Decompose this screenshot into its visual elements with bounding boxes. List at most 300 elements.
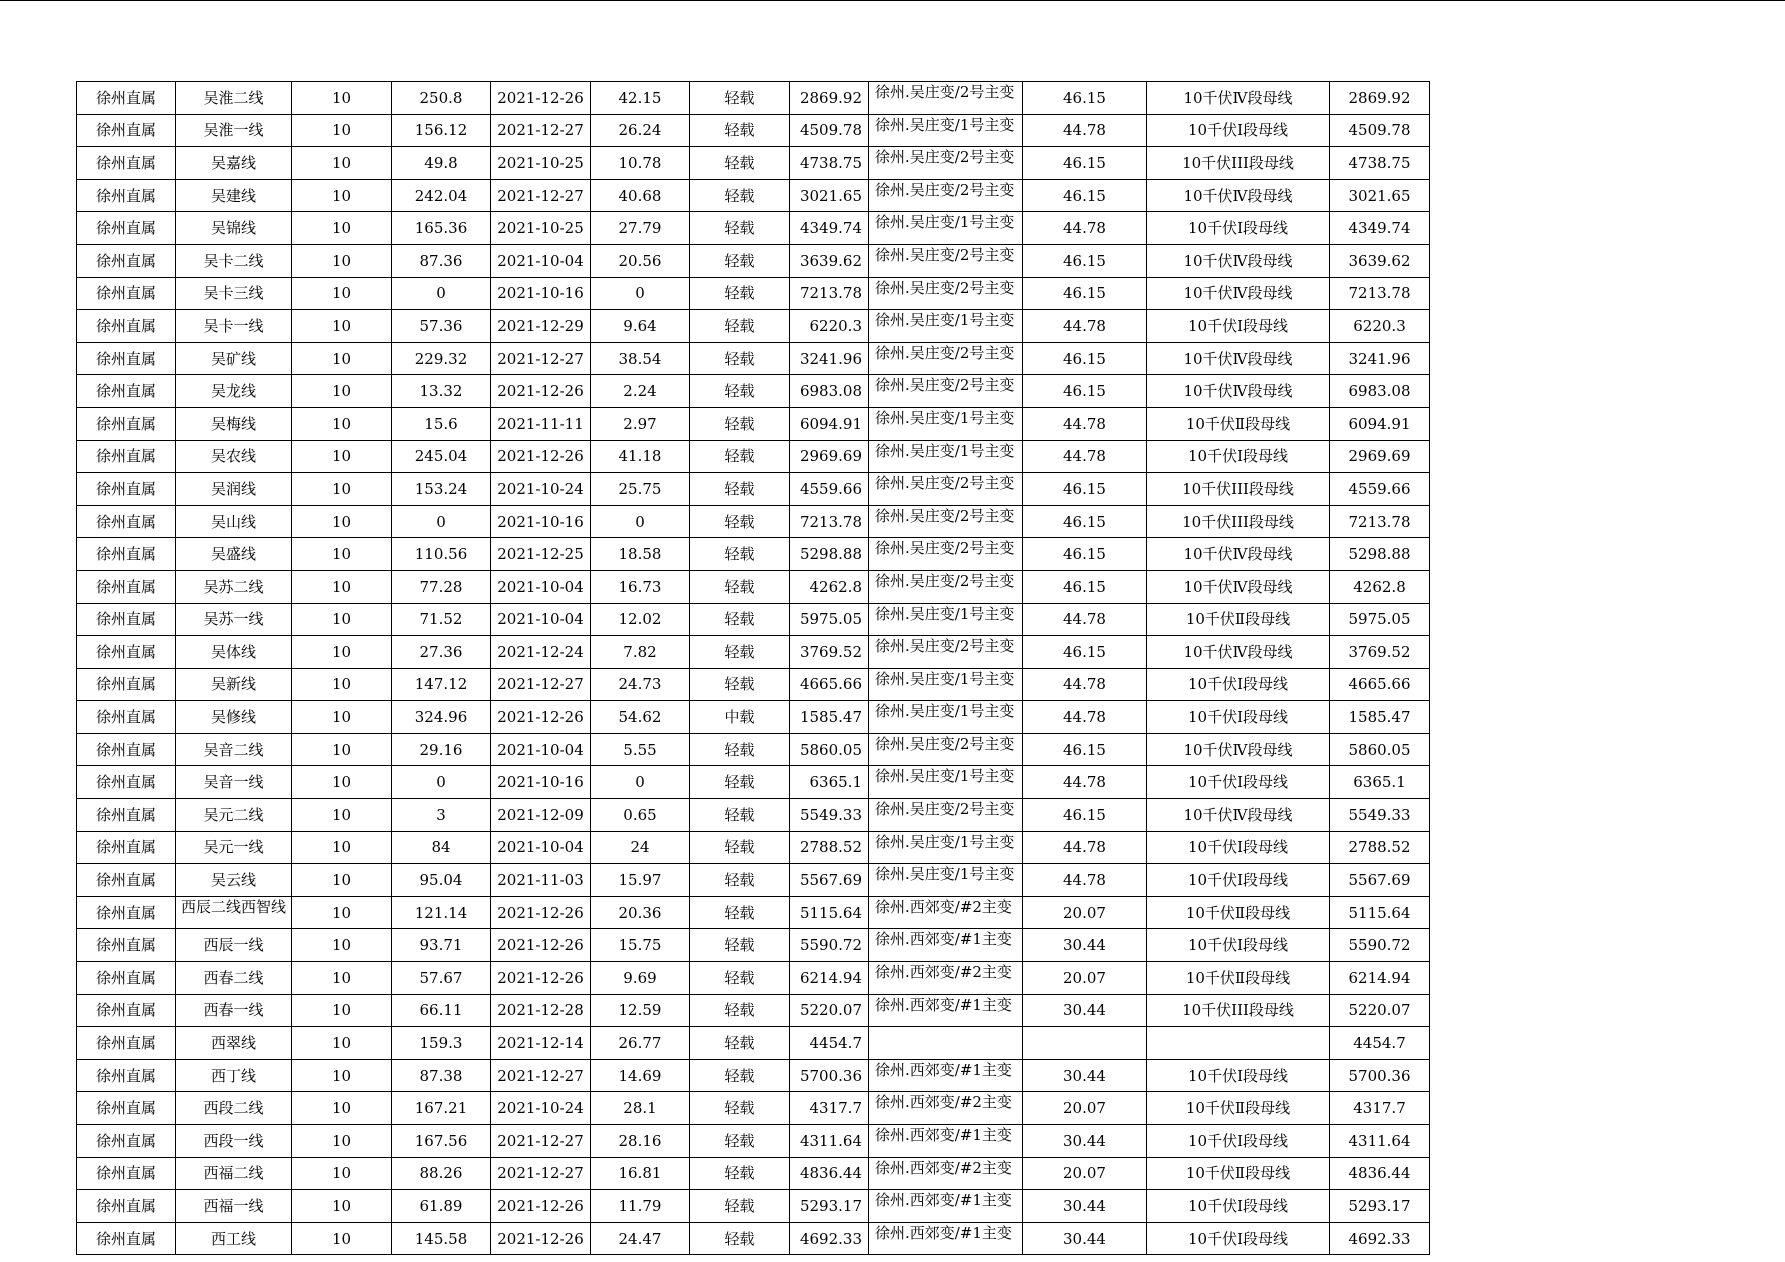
max-current-cell: 61.89	[392, 1190, 491, 1223]
max-current-cell: 88.26	[392, 1157, 491, 1190]
busbar-cell	[1147, 1027, 1330, 1060]
voltage-cell: 10	[292, 896, 392, 929]
remaining-capacity-cell: 2869.92	[790, 82, 869, 115]
date-cell: 2021-12-09	[491, 799, 591, 832]
voltage-cell: 10	[292, 473, 392, 506]
load-status-cell: 轻载	[690, 962, 790, 995]
load-status-cell: 轻载	[690, 505, 790, 538]
load-rate-cell: 18.58	[591, 538, 690, 571]
busbar-cell: 10千伏Ⅰ段母线	[1147, 1059, 1330, 1092]
load-rate-cell: 40.68	[591, 179, 690, 212]
available-capacity-cell: 2869.92	[1330, 82, 1430, 115]
remaining-capacity-cell: 6214.94	[790, 962, 869, 995]
remaining-capacity-cell: 4836.44	[790, 1157, 869, 1190]
feeder-name-cell: 吴嘉线	[176, 147, 292, 180]
table-row	[77, 1092, 1430, 1125]
available-capacity-cell: 4836.44	[1330, 1157, 1430, 1190]
max-current-cell: 93.71	[392, 929, 491, 962]
load-status-cell: 轻载	[690, 668, 790, 701]
load-rate-cell: 24.47	[591, 1222, 690, 1255]
date-cell: 2021-10-16	[491, 505, 591, 538]
feeder-name-cell: 吴梅线	[176, 407, 292, 440]
unit-cell: 徐州直属	[77, 831, 176, 864]
busbar-cell: 10千伏Ⅰ段母线	[1147, 668, 1330, 701]
load-status-cell: 轻载	[690, 1222, 790, 1255]
transformer-load-rate-cell: 20.07	[1023, 1092, 1147, 1125]
transformer-load-rate-cell: 44.78	[1023, 310, 1147, 343]
remaining-capacity-cell: 3639.62	[790, 244, 869, 277]
transformer-load-rate-cell: 30.44	[1023, 1125, 1147, 1158]
transformer-load-rate-cell: 30.44	[1023, 929, 1147, 962]
unit-cell: 徐州直属	[77, 636, 176, 669]
substation-transformer-cell: 徐州.吴庄变/1号主变	[869, 603, 1023, 636]
voltage-cell: 10	[292, 1092, 392, 1125]
substation-transformer-cell: 徐州.吴庄变/2号主变	[869, 636, 1023, 669]
substation-transformer-cell: 徐州.吴庄变/2号主变	[869, 82, 1023, 115]
voltage-cell: 10	[292, 994, 392, 1027]
table-row	[77, 342, 1430, 375]
load-rate-cell: 38.54	[591, 342, 690, 375]
page-top-rule	[0, 0, 1785, 1]
max-current-cell: 77.28	[392, 570, 491, 603]
busbar-cell: 10千伏Ⅰ段母线	[1147, 1222, 1330, 1255]
unit-cell: 徐州直属	[77, 179, 176, 212]
voltage-cell: 10	[292, 603, 392, 636]
transformer-load-rate-cell: 44.78	[1023, 668, 1147, 701]
available-capacity-cell: 4454.7	[1330, 1027, 1430, 1060]
date-cell: 2021-12-26	[491, 440, 591, 473]
table-row	[77, 994, 1430, 1027]
load-status-cell: 轻载	[690, 244, 790, 277]
busbar-cell: 10千伏Ⅰ段母线	[1147, 701, 1330, 734]
max-current-cell: 66.11	[392, 994, 491, 1027]
substation-transformer-cell	[869, 1027, 1023, 1060]
table-row	[77, 766, 1430, 799]
available-capacity-cell: 5590.72	[1330, 929, 1430, 962]
table-row	[77, 1125, 1430, 1158]
substation-transformer-cell: 徐州.西郊变/#1主变	[869, 1190, 1023, 1223]
substation-transformer-cell: 徐州.吴庄变/1号主变	[869, 831, 1023, 864]
transformer-load-rate-cell: 20.07	[1023, 962, 1147, 995]
unit-cell: 徐州直属	[77, 570, 176, 603]
unit-cell: 徐州直属	[77, 603, 176, 636]
available-capacity-cell: 2969.69	[1330, 440, 1430, 473]
busbar-cell: 10千伏Ⅰ段母线	[1147, 212, 1330, 245]
remaining-capacity-cell: 5220.07	[790, 994, 869, 1027]
unit-cell: 徐州直属	[77, 1190, 176, 1223]
unit-cell: 徐州直属	[77, 147, 176, 180]
remaining-capacity-cell: 5975.05	[790, 603, 869, 636]
table-row	[77, 277, 1430, 310]
busbar-cell: 10千伏Ⅳ段母线	[1147, 538, 1330, 571]
date-cell: 2021-12-26	[491, 1190, 591, 1223]
remaining-capacity-cell: 5549.33	[790, 799, 869, 832]
substation-transformer-cell: 徐州.吴庄变/2号主变	[869, 342, 1023, 375]
unit-cell: 徐州直属	[77, 668, 176, 701]
remaining-capacity-cell: 4559.66	[790, 473, 869, 506]
load-status-cell: 轻载	[690, 570, 790, 603]
date-cell: 2021-10-25	[491, 147, 591, 180]
transformer-load-rate-cell	[1023, 1027, 1147, 1060]
available-capacity-cell: 4349.74	[1330, 212, 1430, 245]
table-body	[77, 82, 1430, 1255]
load-status-cell: 轻载	[690, 733, 790, 766]
load-status-cell: 轻载	[690, 864, 790, 897]
voltage-cell: 10	[292, 799, 392, 832]
unit-cell: 徐州直属	[77, 864, 176, 897]
busbar-cell: 10千伏III段母线	[1147, 505, 1330, 538]
substation-transformer-cell: 徐州.吴庄变/2号主变	[869, 570, 1023, 603]
transformer-load-rate-cell: 46.15	[1023, 473, 1147, 506]
transformer-load-rate-cell: 20.07	[1023, 1157, 1147, 1190]
load-status-cell: 轻载	[690, 1027, 790, 1060]
remaining-capacity-cell: 5115.64	[790, 896, 869, 929]
voltage-cell: 10	[292, 570, 392, 603]
load-status-cell: 轻载	[690, 929, 790, 962]
voltage-cell: 10	[292, 733, 392, 766]
load-status-cell: 轻载	[690, 440, 790, 473]
voltage-cell: 10	[292, 1027, 392, 1060]
busbar-cell: 10千伏Ⅰ段母线	[1147, 1190, 1330, 1223]
transformer-load-rate-cell: 30.44	[1023, 1222, 1147, 1255]
substation-transformer-cell: 徐州.西郊变/#1主变	[869, 1059, 1023, 1092]
load-rate-cell: 16.73	[591, 570, 690, 603]
load-rate-cell: 41.18	[591, 440, 690, 473]
date-cell: 2021-12-28	[491, 994, 591, 1027]
load-status-cell: 轻载	[690, 277, 790, 310]
load-status-cell: 轻载	[690, 310, 790, 343]
max-current-cell: 159.3	[392, 1027, 491, 1060]
available-capacity-cell: 6214.94	[1330, 962, 1430, 995]
substation-transformer-cell: 徐州.吴庄变/2号主变	[869, 505, 1023, 538]
table-row	[77, 864, 1430, 897]
load-rate-cell: 2.97	[591, 407, 690, 440]
busbar-cell: 10千伏Ⅱ段母线	[1147, 1092, 1330, 1125]
table-row	[77, 701, 1430, 734]
remaining-capacity-cell: 2969.69	[790, 440, 869, 473]
remaining-capacity-cell: 3241.96	[790, 342, 869, 375]
transformer-load-rate-cell: 46.15	[1023, 570, 1147, 603]
max-current-cell: 27.36	[392, 636, 491, 669]
available-capacity-cell: 6983.08	[1330, 375, 1430, 408]
voltage-cell: 10	[292, 538, 392, 571]
remaining-capacity-cell: 1585.47	[790, 701, 869, 734]
voltage-cell: 10	[292, 277, 392, 310]
busbar-cell: 10千伏Ⅰ段母线	[1147, 1125, 1330, 1158]
date-cell: 2021-12-27	[491, 1157, 591, 1190]
available-capacity-cell: 4311.64	[1330, 1125, 1430, 1158]
table-row	[77, 1222, 1430, 1255]
max-current-cell: 153.24	[392, 473, 491, 506]
available-capacity-cell: 4262.8	[1330, 570, 1430, 603]
load-rate-cell: 25.75	[591, 473, 690, 506]
unit-cell: 徐州直属	[77, 244, 176, 277]
feeder-name-cell: 西福一线	[176, 1190, 292, 1223]
date-cell: 2021-12-27	[491, 179, 591, 212]
feeder-name-cell: 吴淮二线	[176, 82, 292, 115]
substation-transformer-cell: 徐州.吴庄变/2号主变	[869, 244, 1023, 277]
transformer-load-rate-cell: 20.07	[1023, 896, 1147, 929]
max-current-cell: 229.32	[392, 342, 491, 375]
unit-cell: 徐州直属	[77, 82, 176, 115]
substation-transformer-cell: 徐州.吴庄变/1号主变	[869, 114, 1023, 147]
substation-transformer-cell: 徐州.吴庄变/1号主变	[869, 310, 1023, 343]
busbar-cell: 10千伏Ⅰ段母线	[1147, 864, 1330, 897]
voltage-cell: 10	[292, 147, 392, 180]
busbar-cell: 10千伏III段母线	[1147, 473, 1330, 506]
substation-transformer-cell: 徐州.吴庄变/2号主变	[869, 538, 1023, 571]
unit-cell: 徐州直属	[77, 1222, 176, 1255]
available-capacity-cell: 5298.88	[1330, 538, 1430, 571]
load-status-cell: 轻载	[690, 375, 790, 408]
load-rate-cell: 24	[591, 831, 690, 864]
load-status-cell: 轻载	[690, 1125, 790, 1158]
feeder-name-cell: 西丁线	[176, 1059, 292, 1092]
substation-transformer-cell: 徐州.西郊变/#2主变	[869, 896, 1023, 929]
transformer-load-rate-cell: 44.78	[1023, 114, 1147, 147]
voltage-cell: 10	[292, 505, 392, 538]
table-row	[77, 1059, 1430, 1092]
substation-transformer-cell: 徐州.吴庄变/2号主变	[869, 799, 1023, 832]
unit-cell: 徐州直属	[77, 962, 176, 995]
table-row	[77, 1027, 1430, 1060]
feeder-name-cell: 吴润线	[176, 473, 292, 506]
voltage-cell: 10	[292, 1157, 392, 1190]
transformer-load-rate-cell: 46.15	[1023, 538, 1147, 571]
feeder-name-cell: 吴农线	[176, 440, 292, 473]
remaining-capacity-cell: 4349.74	[790, 212, 869, 245]
transformer-load-rate-cell: 30.44	[1023, 994, 1147, 1027]
load-rate-cell: 5.55	[591, 733, 690, 766]
unit-cell: 徐州直属	[77, 473, 176, 506]
substation-transformer-cell: 徐州.吴庄变/1号主变	[869, 864, 1023, 897]
transformer-load-rate-cell: 46.15	[1023, 733, 1147, 766]
load-status-cell: 轻载	[690, 994, 790, 1027]
date-cell: 2021-10-24	[491, 473, 591, 506]
busbar-cell: 10千伏Ⅰ段母线	[1147, 929, 1330, 962]
load-rate-cell: 28.16	[591, 1125, 690, 1158]
substation-transformer-cell: 徐州.西郊变/#2主变	[869, 962, 1023, 995]
transformer-load-rate-cell: 30.44	[1023, 1059, 1147, 1092]
feeder-name-cell: 西辰二线西智线	[176, 896, 292, 929]
feeder-name-cell: 吴苏一线	[176, 603, 292, 636]
available-capacity-cell: 5293.17	[1330, 1190, 1430, 1223]
feeder-name-cell: 吴山线	[176, 505, 292, 538]
remaining-capacity-cell: 5293.17	[790, 1190, 869, 1223]
transformer-load-rate-cell: 44.78	[1023, 701, 1147, 734]
remaining-capacity-cell: 7213.78	[790, 505, 869, 538]
max-current-cell: 71.52	[392, 603, 491, 636]
load-status-cell: 轻载	[690, 179, 790, 212]
substation-transformer-cell: 徐州.西郊变/#1主变	[869, 994, 1023, 1027]
remaining-capacity-cell: 3769.52	[790, 636, 869, 669]
load-rate-cell: 0	[591, 277, 690, 310]
transformer-load-rate-cell: 44.78	[1023, 212, 1147, 245]
unit-cell: 徐州直属	[77, 766, 176, 799]
date-cell: 2021-12-27	[491, 114, 591, 147]
date-cell: 2021-12-27	[491, 1059, 591, 1092]
voltage-cell: 10	[292, 1190, 392, 1223]
remaining-capacity-cell: 4311.64	[790, 1125, 869, 1158]
available-capacity-cell: 4559.66	[1330, 473, 1430, 506]
unit-cell: 徐州直属	[77, 1157, 176, 1190]
date-cell: 2021-12-26	[491, 701, 591, 734]
busbar-cell: 10千伏Ⅳ段母线	[1147, 277, 1330, 310]
substation-transformer-cell: 徐州.吴庄变/2号主变	[869, 375, 1023, 408]
voltage-cell: 10	[292, 407, 392, 440]
busbar-cell: 10千伏III段母线	[1147, 147, 1330, 180]
feeder-name-cell: 西段一线	[176, 1125, 292, 1158]
max-current-cell: 57.67	[392, 962, 491, 995]
load-rate-cell: 27.79	[591, 212, 690, 245]
feeder-load-table	[76, 81, 1430, 1255]
available-capacity-cell: 5115.64	[1330, 896, 1430, 929]
unit-cell: 徐州直属	[77, 375, 176, 408]
unit-cell: 徐州直属	[77, 114, 176, 147]
table-row	[77, 1190, 1430, 1223]
available-capacity-cell: 3241.96	[1330, 342, 1430, 375]
load-status-cell: 轻载	[690, 896, 790, 929]
date-cell: 2021-10-24	[491, 1092, 591, 1125]
available-capacity-cell: 6220.3	[1330, 310, 1430, 343]
voltage-cell: 10	[292, 962, 392, 995]
unit-cell: 徐州直属	[77, 1059, 176, 1092]
busbar-cell: 10千伏Ⅳ段母线	[1147, 342, 1330, 375]
load-rate-cell: 54.62	[591, 701, 690, 734]
busbar-cell: 10千伏Ⅳ段母线	[1147, 179, 1330, 212]
table-row	[77, 668, 1430, 701]
table-row	[77, 212, 1430, 245]
feeder-name-cell: 吴新线	[176, 668, 292, 701]
available-capacity-cell: 5700.36	[1330, 1059, 1430, 1092]
max-current-cell: 87.38	[392, 1059, 491, 1092]
busbar-cell: 10千伏Ⅰ段母线	[1147, 831, 1330, 864]
table-row	[77, 538, 1430, 571]
load-status-cell: 轻载	[690, 473, 790, 506]
feeder-name-cell: 西段二线	[176, 1092, 292, 1125]
max-current-cell: 147.12	[392, 668, 491, 701]
remaining-capacity-cell: 5700.36	[790, 1059, 869, 1092]
table-row	[77, 473, 1430, 506]
remaining-capacity-cell: 6365.1	[790, 766, 869, 799]
date-cell: 2021-11-11	[491, 407, 591, 440]
voltage-cell: 10	[292, 342, 392, 375]
voltage-cell: 10	[292, 701, 392, 734]
load-rate-cell: 20.36	[591, 896, 690, 929]
remaining-capacity-cell: 6094.91	[790, 407, 869, 440]
date-cell: 2021-12-29	[491, 310, 591, 343]
transformer-load-rate-cell: 46.15	[1023, 277, 1147, 310]
feeder-name-cell: 西工线	[176, 1222, 292, 1255]
remaining-capacity-cell: 5567.69	[790, 864, 869, 897]
busbar-cell: 10千伏Ⅳ段母线	[1147, 82, 1330, 115]
max-current-cell: 167.21	[392, 1092, 491, 1125]
max-current-cell: 49.8	[392, 147, 491, 180]
substation-transformer-cell: 徐州.西郊变/#1主变	[869, 1222, 1023, 1255]
substation-transformer-cell: 徐州.西郊变/#1主变	[869, 929, 1023, 962]
load-rate-cell: 15.97	[591, 864, 690, 897]
table-row	[77, 962, 1430, 995]
unit-cell: 徐州直属	[77, 701, 176, 734]
date-cell: 2021-12-26	[491, 962, 591, 995]
max-current-cell: 84	[392, 831, 491, 864]
table-row	[77, 570, 1430, 603]
date-cell: 2021-12-27	[491, 668, 591, 701]
load-rate-cell: 15.75	[591, 929, 690, 962]
transformer-load-rate-cell: 46.15	[1023, 82, 1147, 115]
voltage-cell: 10	[292, 1059, 392, 1092]
available-capacity-cell: 4692.33	[1330, 1222, 1430, 1255]
load-status-cell: 中载	[690, 701, 790, 734]
remaining-capacity-cell: 5590.72	[790, 929, 869, 962]
available-capacity-cell: 6094.91	[1330, 407, 1430, 440]
busbar-cell: 10千伏Ⅰ段母线	[1147, 310, 1330, 343]
date-cell: 2021-12-27	[491, 1125, 591, 1158]
feeder-name-cell: 吴盛线	[176, 538, 292, 571]
unit-cell: 徐州直属	[77, 799, 176, 832]
substation-transformer-cell: 徐州.吴庄变/2号主变	[869, 179, 1023, 212]
max-current-cell: 29.16	[392, 733, 491, 766]
substation-transformer-cell: 徐州.吴庄变/2号主变	[869, 147, 1023, 180]
load-rate-cell: 0	[591, 505, 690, 538]
date-cell: 2021-12-26	[491, 82, 591, 115]
load-rate-cell: 12.59	[591, 994, 690, 1027]
feeder-name-cell: 吴卡一线	[176, 310, 292, 343]
load-rate-cell: 16.81	[591, 1157, 690, 1190]
table-row	[77, 1157, 1430, 1190]
voltage-cell: 10	[292, 636, 392, 669]
table-row	[77, 310, 1430, 343]
load-rate-cell: 12.02	[591, 603, 690, 636]
voltage-cell: 10	[292, 440, 392, 473]
available-capacity-cell: 3769.52	[1330, 636, 1430, 669]
max-current-cell: 324.96	[392, 701, 491, 734]
max-current-cell: 121.14	[392, 896, 491, 929]
unit-cell: 徐州直属	[77, 994, 176, 1027]
load-rate-cell: 42.15	[591, 82, 690, 115]
load-rate-cell: 2.24	[591, 375, 690, 408]
date-cell: 2021-10-04	[491, 831, 591, 864]
busbar-cell: 10千伏Ⅱ段母线	[1147, 962, 1330, 995]
table-row	[77, 244, 1430, 277]
busbar-cell: 10千伏Ⅰ段母线	[1147, 114, 1330, 147]
transformer-load-rate-cell: 44.78	[1023, 440, 1147, 473]
table-row	[77, 505, 1430, 538]
date-cell: 2021-12-27	[491, 342, 591, 375]
substation-transformer-cell: 徐州.西郊变/#2主变	[869, 1092, 1023, 1125]
max-current-cell: 15.6	[392, 407, 491, 440]
remaining-capacity-cell: 6220.3	[790, 310, 869, 343]
max-current-cell: 87.36	[392, 244, 491, 277]
unit-cell: 徐州直属	[77, 310, 176, 343]
busbar-cell: 10千伏Ⅱ段母线	[1147, 896, 1330, 929]
table-row	[77, 896, 1430, 929]
remaining-capacity-cell: 4317.7	[790, 1092, 869, 1125]
transformer-load-rate-cell: 46.15	[1023, 244, 1147, 277]
available-capacity-cell: 6365.1	[1330, 766, 1430, 799]
feeder-name-cell: 吴音二线	[176, 733, 292, 766]
voltage-cell: 10	[292, 114, 392, 147]
available-capacity-cell: 4665.66	[1330, 668, 1430, 701]
max-current-cell: 110.56	[392, 538, 491, 571]
remaining-capacity-cell: 2788.52	[790, 831, 869, 864]
voltage-cell: 10	[292, 1222, 392, 1255]
date-cell: 2021-12-25	[491, 538, 591, 571]
load-rate-cell: 28.1	[591, 1092, 690, 1125]
transformer-load-rate-cell: 46.15	[1023, 799, 1147, 832]
feeder-name-cell: 吴音一线	[176, 766, 292, 799]
date-cell: 2021-10-16	[491, 766, 591, 799]
